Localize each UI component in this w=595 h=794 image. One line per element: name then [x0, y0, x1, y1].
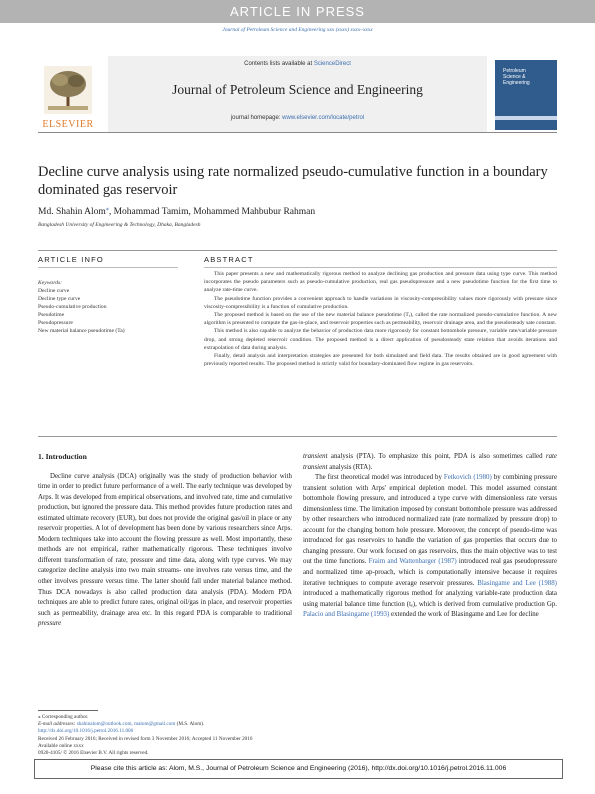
body-text: extended the work of Blasingame and Lee for decline — [389, 611, 539, 619]
received-dates: Received 26 February 2016; Received in revised form 3 November 2016; Accepted 11 November 2016 — [38, 735, 253, 742]
body-column-left — [38, 452, 292, 630]
email-suffix: (M.S. Alom). — [175, 721, 205, 728]
homepage-url-link[interactable]: www.elsevier.com/locate/petrol — [282, 115, 365, 121]
abstract-paragraph: This method is also capable to analyze the behavior of production data more rigorously for constant bottomhole pressure, variable rate/variable pressure drop, and strong depleted reservoir condition. The proposed method is a direct application of pseudosteady state relation that avoids iterations and extrapolation of data during analysis. — [204, 328, 557, 351]
body-text-italic: pressure — [38, 620, 62, 628]
cover-line: Petroleum — [503, 68, 526, 74]
abstract-paragraph: Finally, detail analysis and interpretation strategies are presented for both simulated and field data. The results obtained are in good agreement with previously reported results. The proposed method is strictly valid for boundary-dominated flow regime in gas reservoirs. — [204, 353, 557, 368]
abstract-paragraph: The proposed method is based on the use of the new material balance pseudotime (Tₐ), called the rate normalized pseudo-cumulative function. A new algorithm is presented to compute the gas-in-place, and reservoir properties such as permeability, reservoir drainage area, and the pseudosteady sate constant. — [204, 312, 557, 327]
body-column-right — [303, 452, 557, 621]
journal-reference[interactable]: Journal of Petroleum Science and Engineering xxx (xxxx) xxxx–xxxx — [222, 27, 373, 33]
author-list — [38, 205, 315, 217]
keyword-item: Pseudotime — [38, 312, 65, 318]
keywords-label: Keywords: — [38, 280, 63, 286]
footnote-divider — [38, 710, 98, 711]
abstract-text — [204, 270, 557, 368]
elsevier-tree-icon — [44, 66, 92, 114]
citation-box: Please cite this article as: Alom, M.S., Journal of Petroleum Science and Engineering (2016), http://dx.doi.org/10.1016/j.petrol.2016.11.006 — [34, 759, 563, 779]
publisher-name: ELSEVIER — [42, 119, 94, 130]
divider — [204, 267, 557, 268]
divider — [38, 436, 557, 437]
keyword-item: Pseudopressure — [38, 320, 73, 326]
body-text: by combining pressure transient solution with Arps' empirical depletion model. This model assumed constant bottomhole flowing pressure, and introduced a type curve with dimensionless rate versus dimensionless time. The limitation imposed by constant bottomhole pressure was addressed by other researchers who introduced normalized rate (rate normalized by pressure drop) to account for the changing bottom hole pressure. Moreover, the concept of pseudo-time was introduced for gas reservoirs to handle the variation of gas properties that occurs due to changing pressure. Our work focused on gas reservoirs, thus the main objective was to test out the time functions. — [303, 474, 557, 566]
journal-title: Journal of Petroleum Science and Engineering — [172, 82, 423, 97]
divider — [38, 267, 178, 268]
body-text: introduced real gas pseudopressure and normalized time ap-proach, which is computationally intensive because it requires iterative techniques to compute average reservoir pressures. — [303, 558, 557, 587]
citation-link-blasingame[interactable]: Blasingame and Lee (1988) — [477, 579, 557, 587]
article-in-press-banner: ARTICLE IN PRESS — [0, 0, 595, 23]
corresponding-author-mark[interactable]: ⁎ — [105, 206, 109, 212]
journal-cover-thumbnail[interactable] — [495, 60, 557, 130]
body-text: introduced a mathematically rigorous method for analyzing variable-rate production data using material balance time function (tₑ), which is derived from cumulative production Gp. — [303, 590, 557, 608]
keyword-item: Decline curve — [38, 288, 70, 294]
article-info-heading: ARTICLE INFO — [38, 255, 104, 264]
body-text: analysis (RTA). — [327, 463, 373, 471]
homepage-prefix: journal homepage: — [230, 115, 283, 121]
contents-line — [108, 61, 487, 67]
author-names[interactable]: , Mohammad Tamim, Mohammed Mahbubur Rahman — [108, 207, 316, 218]
body-text: The first theoretical model was introduced by — [315, 474, 444, 482]
divider — [38, 250, 557, 251]
abstract-paragraph: The pseudotime function provides a convenient approach to handle variations in viscosity-compressibility values more rigorously with pressure since viscosity-compressibility is a function of cumulative production. — [204, 295, 557, 310]
keyword-item: Decline type curve — [38, 296, 81, 302]
abstract-heading: ABSTRACT — [204, 255, 254, 264]
body-text-italic: transient — [303, 453, 328, 460]
contents-prefix: Contents lists available at — [244, 61, 314, 67]
body-paragraph — [303, 473, 557, 621]
homepage-line — [108, 115, 487, 121]
doi-link[interactable]: http://dx.doi.org/10.1016/j.petrol.2016.11.006 — [38, 728, 134, 735]
body-text: Decline curve analysis (DCA) originally was the study of production behavior with time in order to predict future performance of a well. The early technique was developed by Arps. It was developed from empirical observations, and involved rate, time and cumulative production, but ignored the pressure data. This method provides future production rates and estimated ultimate recovery (EUR), but does not provide the original gas/oil in place or any reservoir properties. A lot of development has been done by various researchers since Arps. Modern techniques take into account the flowing pressure as well. Most importantly, these methods are not empirical, rather mathematically rigorous. These techniques involve different transformation of rate, pressure and time data, along with type curves. We may categorize decline analysis into two main streams- one involves rate versus time, and the other involves pressure versus time. The latter should fall under material balance method. Thus DCA nowadays is also called production data analysis (PDA). Modern PDA techniques are able to predict future rates, original oil/gas in place, and reservoir properties such as permeability, drainage area etc. In this regard PDA is comparable to traditional — [38, 472, 292, 617]
cover-band — [495, 116, 557, 120]
body-paragraph — [38, 472, 292, 630]
keyword-item: Pseudo-cumulative production — [38, 304, 107, 310]
body-text-italic: rate transient — [303, 453, 557, 471]
body-text: analysis (PTA). To emphasize this point, PDA is also sometimes called — [327, 453, 546, 460]
footnotes — [38, 714, 338, 757]
author-name[interactable]: Md. Shahin Alom — [38, 207, 106, 218]
abstract-paragraph: This paper presents a new and mathematically rigorous method to analyze declining gas production and pressure data using type curve. This method incorporates the pseudo parameters such as pseudo-cumulative production, real gas pseudopressure and a new pseudotime function for the first time to analyze rate-time curve. — [204, 271, 557, 294]
cover-line: Science & — [503, 74, 526, 80]
journal-masthead — [108, 56, 487, 132]
citation-link-palacio[interactable]: Palacio and Blasingame (1993) — [303, 611, 390, 619]
email-prefix: E-mail addresses: — [38, 721, 77, 728]
keywords-block — [38, 279, 178, 335]
citation-link-fetkovich[interactable]: Fetkovich (1980) — [443, 474, 492, 482]
affiliation: Bangladesh University of Engineering & Technology, Dhaka, Bangladesh — [38, 222, 201, 228]
elsevier-logo[interactable] — [38, 62, 98, 132]
corresponding-author-note: ⁎ Corresponding author. — [38, 714, 89, 720]
cover-line: Engineering — [503, 80, 530, 86]
sciencedirect-link[interactable]: ScienceDirect — [313, 61, 351, 67]
citation-link-fraim[interactable]: Fraim and Wattenbarger (1987) — [368, 558, 457, 566]
email-link[interactable]: shahinalom@outlook.com, malom@gmail.com — [76, 721, 176, 728]
copyright: 0920-4105/ © 2016 Elsevier B.V. All rights reserved. — [38, 750, 149, 757]
email-line — [38, 721, 338, 728]
available-online: Available online xxxx — [38, 742, 84, 749]
article-title: Decline curve analysis using rate normalized pseudo-cumulative function in a boundary dominated gas reservoir — [38, 164, 548, 198]
body-paragraph — [303, 452, 557, 473]
journal-header — [38, 56, 557, 133]
keyword-item: New material balance pseudotime (Ta) — [38, 328, 125, 334]
section-heading-introduction: 1. Introduction — [38, 452, 87, 461]
